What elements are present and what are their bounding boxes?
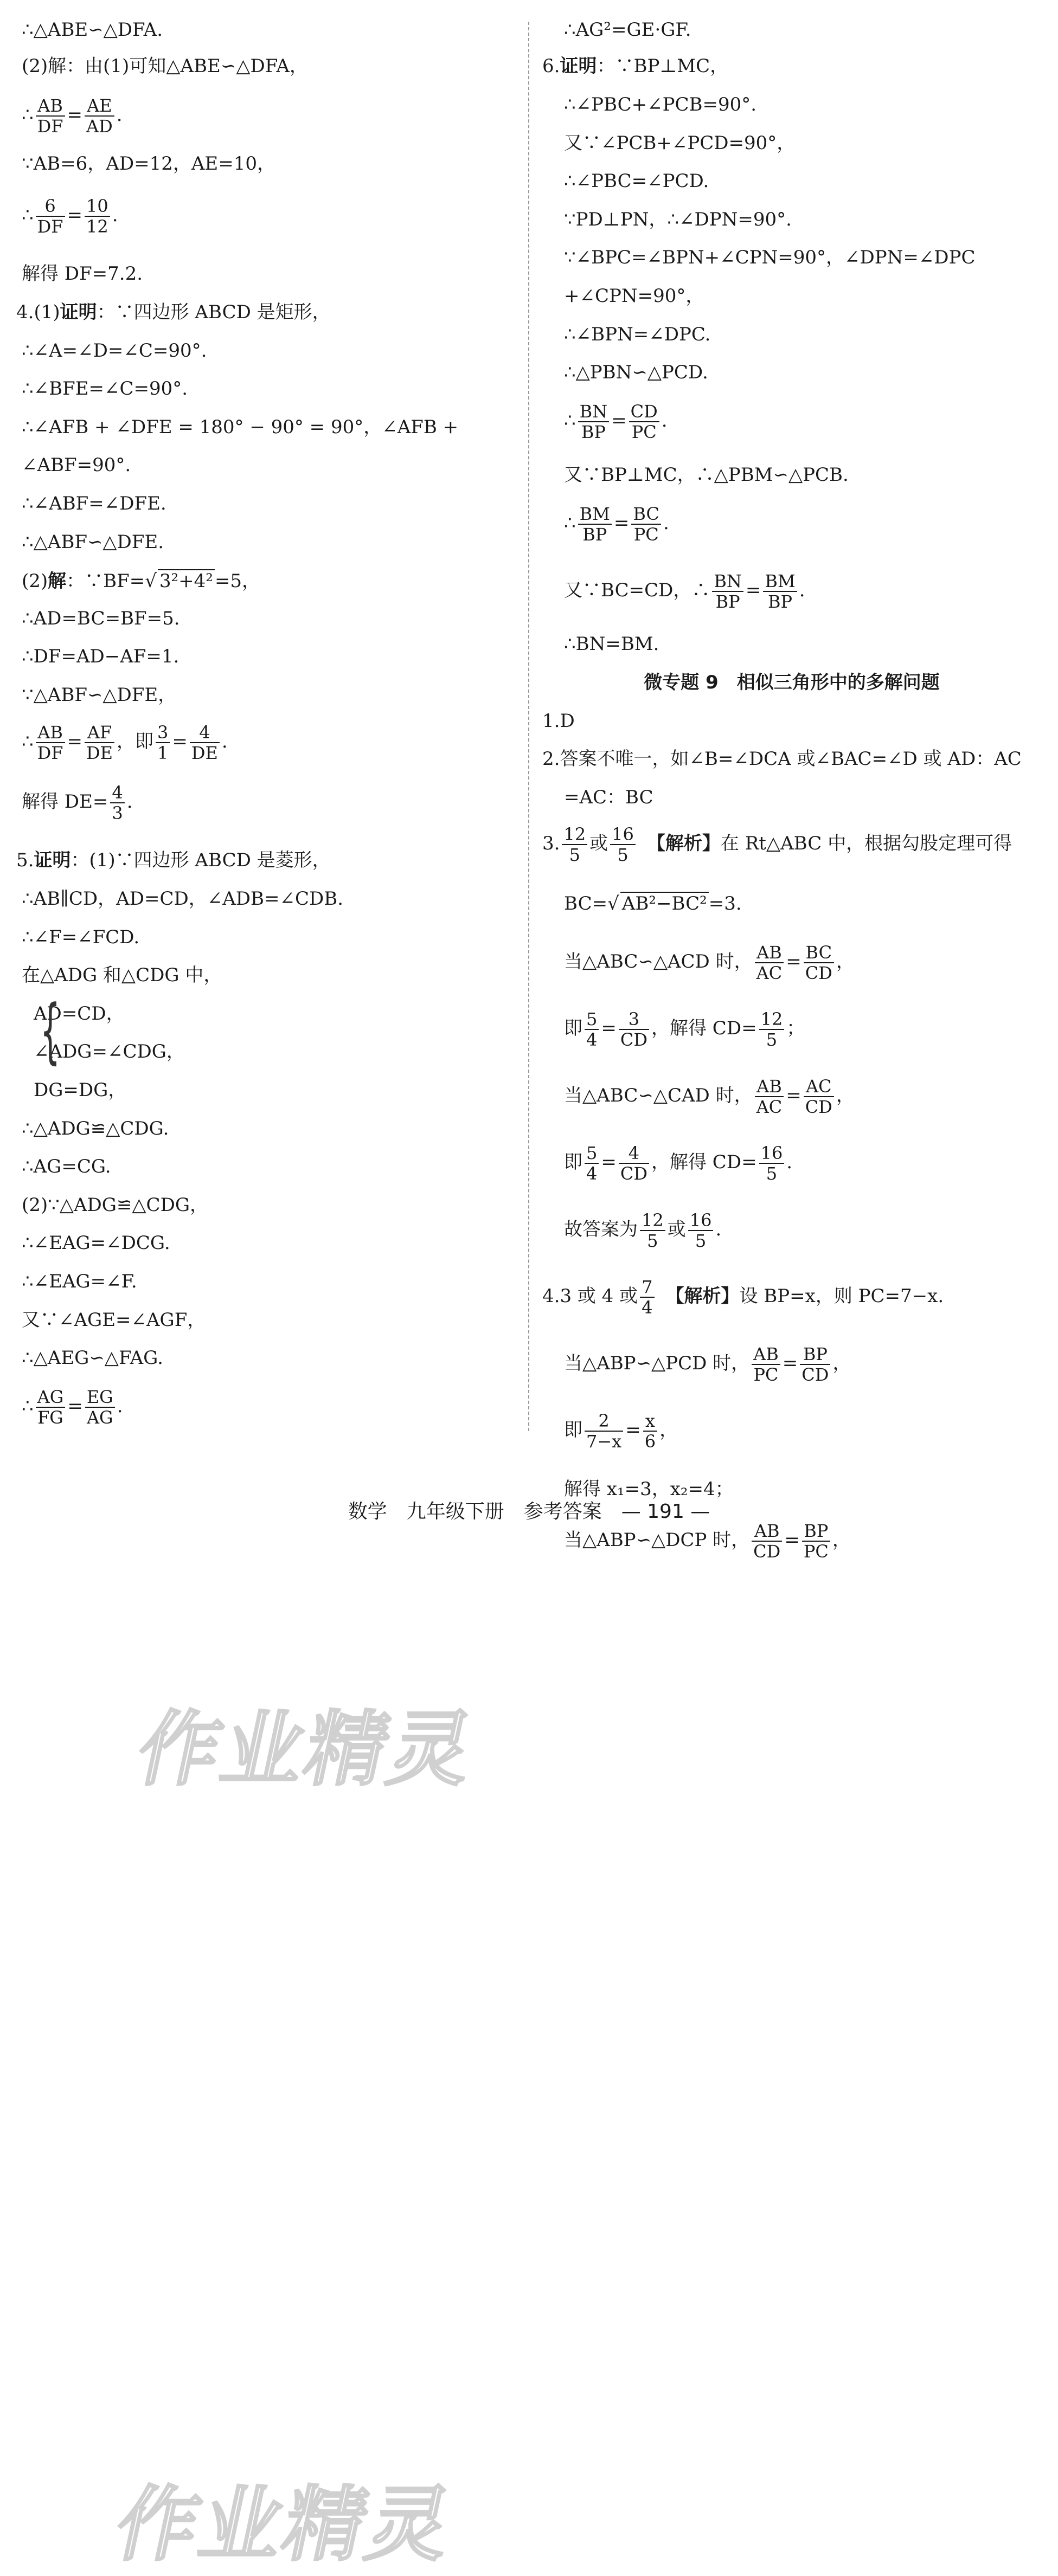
fraction: $\frac{6}{DF}$ bbox=[36, 196, 65, 236]
fraction: $\frac{3}{CD}$ bbox=[619, 1009, 649, 1049]
fraction-line: 即 $\frac{5}{4}$ = $\frac{3}{CD}$ ，解得 CD= $\frac{12}{5}$ ； bbox=[564, 1009, 805, 1050]
fraction: $\frac{AF}{DE}$ bbox=[85, 723, 114, 763]
fraction-line: 当△ABC∽△CAD 时， $\frac{AB}{AC}$ = $\frac{AC}{CD}$ ， bbox=[564, 1076, 855, 1117]
fraction: $\frac{BN}{BP}$ bbox=[712, 571, 743, 611]
fraction: $\frac{BP}{PC}$ bbox=[802, 1521, 830, 1561]
fraction: $\frac{AB}{AC}$ bbox=[755, 1077, 784, 1117]
answer-line: ∴AG²=GE·GF. bbox=[564, 19, 691, 41]
left-brace-icon: { bbox=[40, 989, 61, 1072]
fraction-line: ∴ $\frac{AB}{DF}$ = $\frac{AE}{AD}$ . bbox=[22, 95, 123, 137]
fraction: $\frac{AB}{PC}$ bbox=[752, 1344, 780, 1384]
answer-line: 2.答案不唯一，如∠B=∠DCA 或∠BAC=∠D 或 AD：AC bbox=[542, 748, 1022, 770]
answer-line: (2)∵△ADG≌△CDG， bbox=[22, 1194, 208, 1216]
section-heading: 微专题 9 相似三角形中的多解问题 bbox=[644, 672, 940, 693]
answer-line: ∵△ABF∽△DFE， bbox=[22, 684, 177, 706]
fraction-line: ∴ $\frac{6}{DF}$ = $\frac{10}{12}$ . bbox=[22, 196, 118, 237]
answer-line: ∵∠BPC=∠BPN+∠CPN=90°，∠DPN=∠DPC bbox=[564, 247, 976, 268]
fraction-line: 当△ABP∽△PCD 时， $\frac{AB}{PC}$ = $\frac{BP}{CD}$ ， bbox=[564, 1344, 851, 1385]
answer-line: ∴△ADG≌△CDG. bbox=[22, 1118, 169, 1139]
fraction-line: 故答案为 $\frac{12}{5}$ 或 $\frac{16}{5}$ . bbox=[564, 1210, 722, 1251]
fraction: $\frac{AB}{CD}$ bbox=[752, 1521, 782, 1561]
fraction: $\frac{12}{5}$ bbox=[759, 1009, 785, 1049]
answer-line: 4.(1)证明：∵四边形 ABCD 是矩形， bbox=[16, 301, 331, 323]
answer-line: ∴△PBN∽△PCD. bbox=[564, 362, 708, 383]
fraction-line: 当△ABP∽△DCP 时， $\frac{AB}{CD}$ = $\frac{BP}{PC}$ ， bbox=[564, 1521, 851, 1562]
answer-line: 解得 DF=7.2. bbox=[22, 263, 143, 285]
fraction: $\frac{2}{7-x}$ bbox=[585, 1411, 623, 1451]
answer-line: (2)解：由(1)可知△ABE∽△DFA， bbox=[22, 55, 308, 77]
fraction: $\frac{12}{5}$ bbox=[562, 825, 587, 865]
fraction-line: 又∵BC=CD，∴ $\frac{BN}{BP}$ = $\frac{BM}{BP}$ . bbox=[564, 571, 805, 612]
fraction-line: 4.3 或 4 或 $\frac{7}{4}$ 【解析】设 BP=x，则 PC=7−x. bbox=[542, 1277, 944, 1318]
answer-line: ∴∠AFB + ∠DFE = 180° − 90° = 90°，∠AFB + bbox=[22, 416, 459, 438]
fraction: $\frac{AE}{AD}$ bbox=[85, 96, 114, 136]
fraction: $\frac{10}{12}$ bbox=[85, 196, 110, 236]
answer-line: ∠ABF=90°. bbox=[22, 454, 131, 476]
fraction: $\frac{AB}{AC}$ bbox=[755, 943, 784, 983]
answer-line: ∴∠BFE=∠C=90°. bbox=[22, 378, 188, 400]
fraction: $\frac{AB}{DF}$ bbox=[36, 96, 65, 136]
answer-line: 在△ADG 和△CDG 中， bbox=[22, 964, 222, 986]
fraction-line: 即 $\frac{5}{4}$ = $\frac{4}{CD}$ ，解得 CD= $\frac{16}{5}$ . bbox=[564, 1143, 793, 1184]
fraction: $\frac{7}{4}$ bbox=[640, 1277, 654, 1317]
answer-line: ∴∠PBC=∠PCD. bbox=[564, 170, 709, 192]
answer-line: ∴∠EAG=∠DCG. bbox=[22, 1232, 170, 1254]
answer-line: 又∵∠AGE=∠AGF， bbox=[22, 1309, 206, 1331]
fraction: $\frac{4}{3}$ bbox=[110, 783, 124, 823]
answer-line: (2)解：∵BF=√ 3²+4²=5， bbox=[22, 570, 261, 592]
analysis-tag: 【解析】 bbox=[656, 833, 721, 854]
fraction-line: ∴ $\frac{AB}{DF}$ = $\frac{AF}{DE}$ ，即 $\frac{3}{1}$ = $\frac{4}{DE}$ . bbox=[22, 722, 228, 763]
answer-line: 5.证明：(1)∵四边形 ABCD 是菱形， bbox=[16, 849, 331, 871]
fraction-line: ∴ $\frac{BM}{BP}$ = $\frac{BC}{PC}$ . bbox=[564, 504, 669, 545]
answer-line: ∵PD⊥PN，∴∠DPN=90°. bbox=[564, 209, 792, 230]
answer-line: ∵AB=6，AD=12，AE=10， bbox=[22, 153, 275, 175]
answer-line: ∴∠BPN=∠DPC. bbox=[564, 324, 711, 345]
answer-line: 解得 x₁=3，x₂=4； bbox=[564, 1478, 734, 1500]
sqrt-expression: AB²−BC² bbox=[620, 892, 709, 915]
answer-line: ∴DF=AD−AF=1. bbox=[22, 646, 179, 667]
answer-line: ∴∠EAG=∠F. bbox=[22, 1271, 137, 1292]
page-footer: 数学 九年级下册 参考答案 — 191 — bbox=[348, 1500, 710, 1523]
answer-line: ∴△AEG∽△FAG. bbox=[22, 1347, 163, 1369]
fraction: $\frac{BN}{BP}$ bbox=[578, 402, 610, 442]
answer-line: ∴∠ABF=∠DFE. bbox=[22, 493, 166, 514]
fraction-line: 当△ABC∽△ACD 时， $\frac{AB}{AC}$ = $\frac{BC}{CD}$ ， bbox=[564, 942, 855, 983]
fraction: $\frac{16}{5}$ bbox=[759, 1143, 785, 1183]
answer-line: ∴AG=CG. bbox=[22, 1156, 111, 1177]
fraction: $\frac{5}{4}$ bbox=[585, 1143, 599, 1183]
system-line: DG=DG， bbox=[34, 1079, 127, 1101]
fraction: $\frac{4}{DE}$ bbox=[190, 723, 220, 763]
fraction: $\frac{x}{6}$ bbox=[643, 1411, 657, 1451]
sqrt-expression: 3²+4² bbox=[158, 569, 215, 592]
answer-line: ∴△ABE∽△DFA. bbox=[22, 19, 163, 41]
column-divider bbox=[528, 22, 529, 1431]
answer-line: ∴AB∥CD，AD=CD，∠ADB=∠CDB. bbox=[22, 888, 344, 910]
answer-line: BC=√ AB²−BC²=3. bbox=[564, 893, 742, 915]
answer-line: ∴AD=BC=BF=5. bbox=[22, 608, 180, 629]
fraction: $\frac{5}{4}$ bbox=[585, 1009, 599, 1049]
answer-line: +∠CPN=90°， bbox=[564, 285, 704, 307]
answer-line: 又∵BP⊥MC，∴△PBM∽△PCB. bbox=[564, 464, 849, 486]
fraction: $\frac{BM}{BP}$ bbox=[578, 504, 612, 544]
fraction: $\frac{AB}{DF}$ bbox=[36, 723, 65, 763]
analysis-tag: 【解析】 bbox=[675, 1285, 740, 1307]
watermark-logo: 作业精灵 bbox=[129, 1703, 484, 1797]
fraction: $\frac{12}{5}$ bbox=[640, 1210, 665, 1251]
answer-line: 6.证明：∵BP⊥MC， bbox=[542, 55, 729, 77]
fraction: $\frac{16}{5}$ bbox=[610, 825, 636, 865]
fraction: $\frac{AC}{CD}$ bbox=[804, 1077, 834, 1117]
fraction: $\frac{BC}{PC}$ bbox=[631, 504, 661, 544]
answer-line: ∴∠A=∠D=∠C=90°. bbox=[22, 340, 207, 362]
fraction: $\frac{CD}{PC}$ bbox=[629, 402, 659, 442]
fraction: $\frac{BC}{CD}$ bbox=[804, 943, 834, 983]
fraction-line: 即 $\frac{2}{7-x}$ = $\frac{x}{6}$ ， bbox=[564, 1411, 678, 1452]
answer-line: 又∵∠PCB+∠PCD=90°， bbox=[564, 132, 796, 154]
fraction: $\frac{BM}{BP}$ bbox=[763, 571, 797, 611]
fraction-line: 3. $\frac{12}{5}$ 或 $\frac{16}{5}$ 【解析】在 Rt△ABC 中，根据勾股定理可得 bbox=[542, 824, 1012, 865]
fraction-line: ∴ $\frac{AG}{FG}$ = $\frac{EG}{AG}$ . bbox=[22, 1387, 123, 1428]
fraction: $\frac{BP}{CD}$ bbox=[800, 1344, 830, 1384]
system-line: AD=CD， bbox=[34, 1003, 125, 1025]
answer-line: =AC：BC bbox=[564, 787, 653, 808]
fraction: $\frac{EG}{AG}$ bbox=[85, 1387, 115, 1427]
answer-line: ∴∠PBC+∠PCB=90°. bbox=[564, 94, 757, 115]
system-line: ∠ADG=∠CDG， bbox=[34, 1041, 185, 1062]
answer-line: 1.D bbox=[542, 710, 575, 732]
fraction: $\frac{AG}{FG}$ bbox=[36, 1387, 66, 1427]
fraction-line: ∴ $\frac{BN}{BP}$ = $\frac{CD}{PC}$ . bbox=[564, 401, 668, 442]
answer-line: ∴△ABF∽△DFE. bbox=[22, 531, 164, 553]
fraction: $\frac{16}{5}$ bbox=[688, 1210, 714, 1251]
fraction: $\frac{3}{1}$ bbox=[156, 723, 170, 763]
watermark-logo: 作业精灵 bbox=[107, 2478, 462, 2572]
answer-line: ∴∠F=∠FCD. bbox=[22, 926, 140, 948]
fraction-line: 解得 DE= $\frac{4}{3}$ . bbox=[22, 782, 133, 823]
fraction: $\frac{4}{CD}$ bbox=[619, 1143, 649, 1183]
answer-line: ∴BN=BM. bbox=[564, 633, 659, 655]
